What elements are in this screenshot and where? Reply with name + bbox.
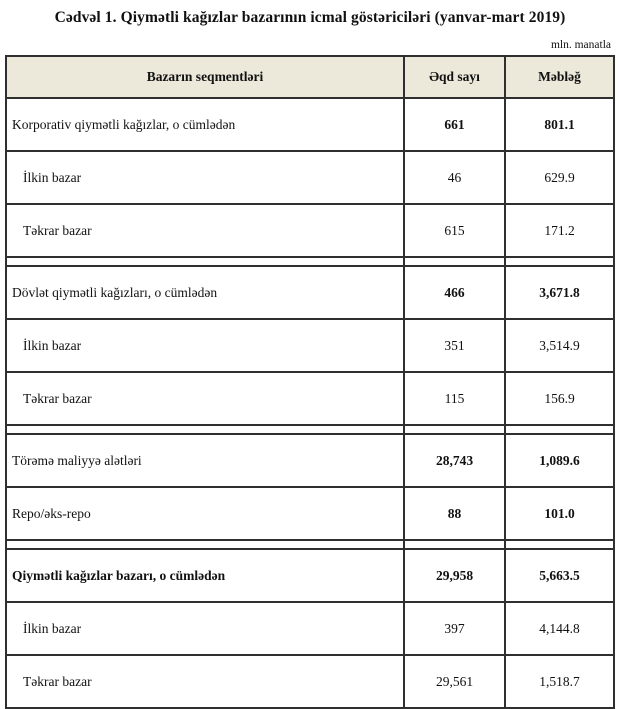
- amount-cell: 101.0: [505, 487, 614, 540]
- deal-count-cell: 29,561: [404, 655, 505, 708]
- table-row-repo: [6, 487, 614, 540]
- segment-label-cell: Korporativ qiymətli kağızlar, o cümlədən: [6, 98, 404, 151]
- column-header-segments: Bazarın seqmentləri: [6, 56, 404, 98]
- deal-count-cell: 397: [404, 602, 505, 655]
- segment-label-cell: Qiymətli kağızlar bazarı, o cümlədən: [6, 549, 404, 602]
- unit-note: mln. manatla: [550, 39, 611, 51]
- deal-count-cell: 115: [404, 372, 505, 425]
- table-row-corporate-primary: [6, 151, 614, 204]
- segment-label-cell: Törəmə maliyyə alətləri: [6, 434, 404, 487]
- table-title: Cədvəl 1. Qiymətli kağızlar bazarının icmal göstəriciləri (yanvar-mart 2019): [54, 9, 566, 26]
- securities-market-table: [5, 55, 615, 709]
- segment-label-cell: İlkin bazar: [6, 319, 404, 372]
- segment-label-cell: Təkrar bazar: [6, 655, 404, 708]
- header-row: [6, 56, 614, 98]
- table-row-corporate: [6, 98, 614, 151]
- section-spacer-row: [6, 540, 614, 549]
- amount-cell: 3,671.8: [505, 266, 614, 319]
- amount-cell: 1,089.6: [505, 434, 614, 487]
- segment-label-cell: Dövlət qiymətli kağızları, o cümlədən: [6, 266, 404, 319]
- table-row-government-secondary: [6, 372, 614, 425]
- amount-cell: 4,144.8: [505, 602, 614, 655]
- amount-cell: 171.2: [505, 204, 614, 257]
- amount-cell: 629.9: [505, 151, 614, 204]
- table-row-market-total: [6, 549, 614, 602]
- table-row-government: [6, 266, 614, 319]
- deal-count-cell: 88: [404, 487, 505, 540]
- table-row-corporate-secondary: [6, 204, 614, 257]
- amount-cell: 1,518.7: [505, 655, 614, 708]
- deal-count-cell: 46: [404, 151, 505, 204]
- deal-count-cell: 351: [404, 319, 505, 372]
- amount-cell: 156.9: [505, 372, 614, 425]
- table-row-derivatives: [6, 434, 614, 487]
- section-spacer-row: [6, 257, 614, 266]
- segment-label-cell: İlkin bazar: [6, 602, 404, 655]
- segment-label-cell: Təkrar bazar: [6, 372, 404, 425]
- segment-label-cell: Repo/əks-repo: [6, 487, 404, 540]
- table-row-total-primary: [6, 602, 614, 655]
- segment-label-cell: İlkin bazar: [6, 151, 404, 204]
- amount-cell: 3,514.9: [505, 319, 614, 372]
- column-header-amount: Məbləğ: [505, 56, 614, 98]
- table-row-total-secondary: [6, 655, 614, 708]
- deal-count-cell: 28,743: [404, 434, 505, 487]
- section-spacer-row: [6, 425, 614, 434]
- deal-count-cell: 661: [404, 98, 505, 151]
- segment-label-cell: Təkrar bazar: [6, 204, 404, 257]
- table-row-government-primary: [6, 319, 614, 372]
- amount-cell: 5,663.5: [505, 549, 614, 602]
- deal-count-cell: 29,958: [404, 549, 505, 602]
- report-page: [0, 9, 620, 709]
- deal-count-cell: 466: [404, 266, 505, 319]
- deal-count-cell: 615: [404, 204, 505, 257]
- amount-cell: 801.1: [505, 98, 614, 151]
- column-header-deal-count: Əqd sayı: [404, 56, 505, 98]
